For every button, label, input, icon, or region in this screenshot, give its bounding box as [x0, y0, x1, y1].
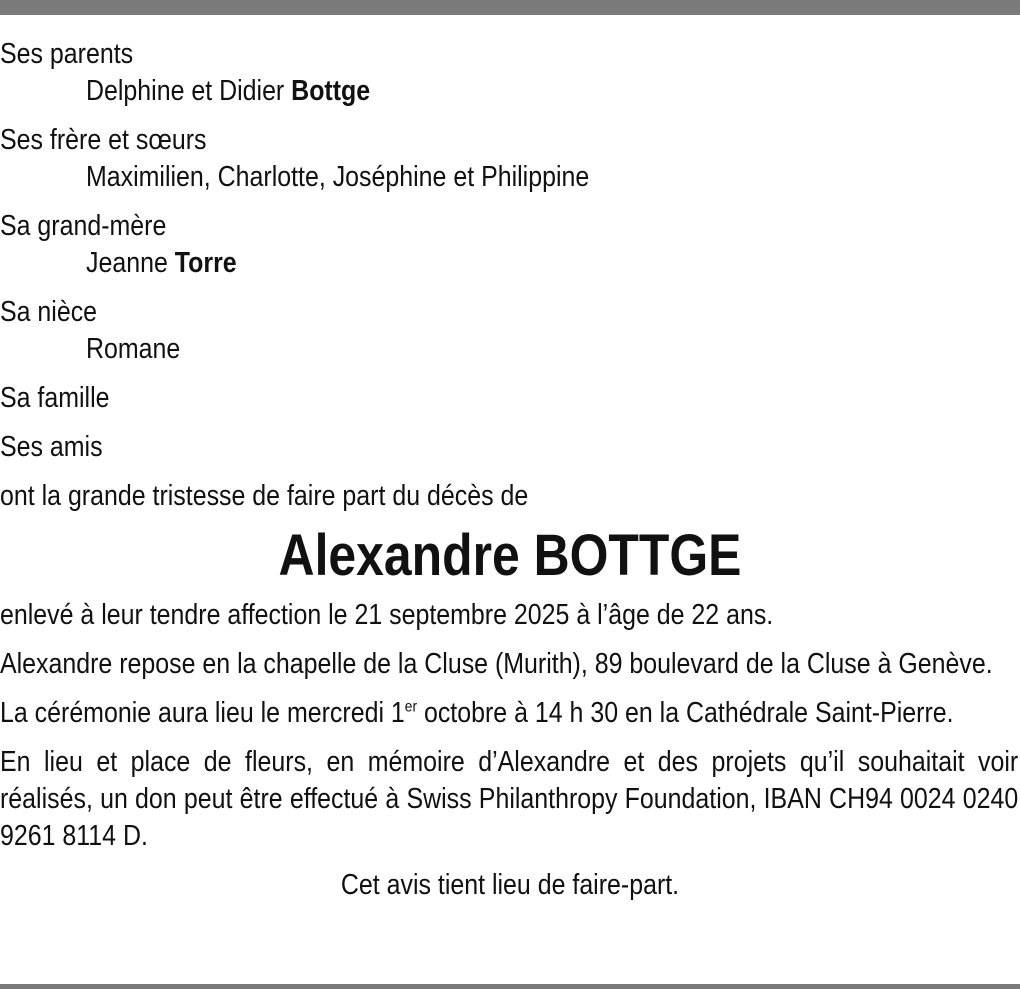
- closing-line: Cet avis tient lieu de faire-part.: [340, 869, 680, 901]
- rest-paragraph: Alexandre repose en la chapelle de la Cluse (Murith), 89 boulevard de la Cluse à Genève.: [0, 648, 993, 680]
- family-members: Jeanne Torre: [86, 247, 237, 279]
- family-group-grandmother: [0, 208, 1020, 282]
- announcement-text: ont la grande tristesse de faire part du décès de: [0, 480, 529, 512]
- family-members: Romane: [86, 333, 181, 365]
- relation-family: Sa famille: [0, 382, 110, 414]
- family-members: Delphine et Didier Bottge: [86, 75, 371, 107]
- taken-paragraph: enlevé à leur tendre affection le 21 septembre 2025 à l’âge de 22 ans.: [0, 599, 774, 631]
- relation-label: Ses frère et sœurs: [0, 124, 207, 156]
- bottom-rule: [0, 984, 1020, 989]
- relation-label: Sa grand-mère: [0, 210, 167, 242]
- family-group-parents: [0, 36, 1020, 110]
- surname: Torre: [174, 247, 237, 279]
- death-notice: [0, 36, 1020, 904]
- family-group-siblings: [0, 122, 1020, 196]
- relation-friends: Ses amis: [0, 431, 103, 463]
- relation-label: Ses parents: [0, 38, 134, 70]
- family-group-niece: [0, 294, 1020, 368]
- ceremony-paragraph: La cérémonie aura lieu le mercredi 1er octobre à 14 h 30 en la Cathédrale Saint-Pierre.: [0, 697, 954, 729]
- donation-paragraph: En lieu et place de fleurs, en mémoire d’Alexandre et des projets qu’il souhaitait voir réalisés, un don peut être effectué à Swiss Philanthropy Foundation, IBAN CH94 0024 0240 9261 8114 D.: [0, 746, 1019, 852]
- deceased-name: Alexandre BOTTGE: [278, 523, 742, 588]
- surname: Bottge: [291, 75, 371, 107]
- family-members: Maximilien, Charlotte, Joséphine et Philippine: [86, 161, 590, 193]
- relation-label: Sa nièce: [0, 296, 98, 328]
- top-rule: [0, 0, 1020, 15]
